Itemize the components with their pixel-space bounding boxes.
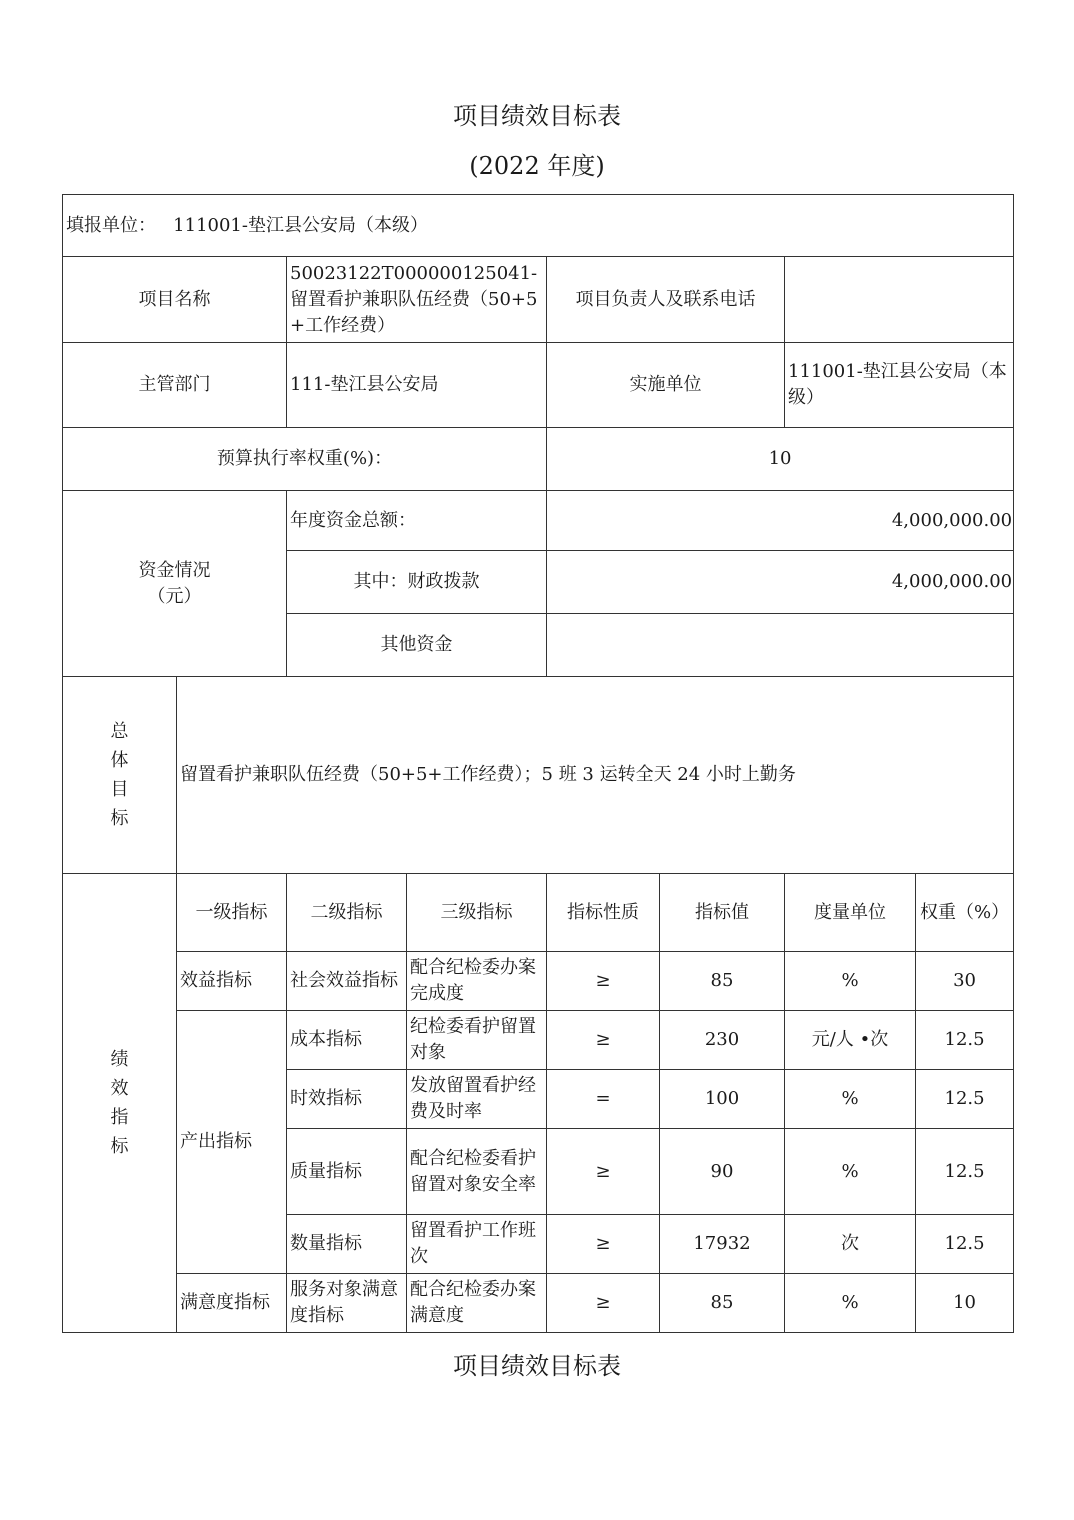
column-header: 三级指标 xyxy=(407,874,547,952)
funds-label: 资金情况 （元） xyxy=(63,491,287,677)
page-title: 项目绩效目标表 xyxy=(453,102,621,130)
unit-cell: % xyxy=(785,1274,916,1333)
goal-row xyxy=(63,677,1014,874)
goal-label: 总 体 目 标 xyxy=(63,677,177,874)
project-name-label: 项目名称 xyxy=(63,257,287,343)
unit-cell: % xyxy=(785,1129,916,1215)
level3-cell: 配合纪检委办案完成度 xyxy=(407,952,547,1011)
column-header: 权重（%） xyxy=(916,874,1014,952)
funds-fiscal-label: 其中：财政拨款 xyxy=(287,551,547,614)
weight-cell: 12.5 xyxy=(916,1215,1014,1274)
value-cell: 90 xyxy=(660,1129,785,1215)
fill-unit-row xyxy=(63,195,1014,257)
nature-cell: ≥ xyxy=(547,1129,660,1215)
dept-value: 111-垫江县公安局 xyxy=(287,343,547,428)
unit-cell: % xyxy=(785,1070,916,1129)
table-row xyxy=(63,952,1014,1011)
level1-cell: 满意度指标 xyxy=(177,1274,287,1333)
level2-cell: 质量指标 xyxy=(287,1129,407,1215)
fill-unit-value: 111001-垫江县公安局（本级） xyxy=(173,214,428,236)
level1-cell: 效益指标 xyxy=(177,952,287,1011)
level3-cell: 纪检委看护留置对象 xyxy=(407,1011,547,1070)
level2-cell: 数量指标 xyxy=(287,1215,407,1274)
funds-other-value xyxy=(547,614,1014,677)
level2-cell: 社会效益指标 xyxy=(287,952,407,1011)
table-row xyxy=(63,1274,1014,1333)
column-header: 指标值 xyxy=(660,874,785,952)
funds-fiscal-value: 4,000,000.00 xyxy=(547,551,1014,614)
fill-unit-cell xyxy=(63,195,1014,257)
column-header: 度量单位 xyxy=(785,874,916,952)
performance-table xyxy=(62,194,1014,1333)
page-subtitle: (2022 年度) xyxy=(469,152,605,180)
budget-rate-value: 10 xyxy=(547,428,1014,491)
value-cell: 230 xyxy=(660,1011,785,1070)
value-cell: 85 xyxy=(660,952,785,1011)
performance-header-row xyxy=(63,874,1014,952)
impl-label: 实施单位 xyxy=(547,343,785,428)
value-cell: 17932 xyxy=(660,1215,785,1274)
weight-cell: 12.5 xyxy=(916,1070,1014,1129)
unit-cell: % xyxy=(785,952,916,1011)
level3-cell: 配合纪检委办案满意度 xyxy=(407,1274,547,1333)
impl-value: 111001-垫江县公安局（本级） xyxy=(785,343,1014,428)
weight-cell: 10 xyxy=(916,1274,1014,1333)
budget-rate-row xyxy=(63,428,1014,491)
project-name-value: 50023122T000000125041- 留置看护兼职队伍经费（50+5+工作经费） xyxy=(287,257,547,343)
table-row xyxy=(63,1011,1014,1070)
level2-cell: 时效指标 xyxy=(287,1070,407,1129)
nature-cell: = xyxy=(547,1070,660,1129)
weight-cell: 30 xyxy=(916,952,1014,1011)
funds-total-row xyxy=(63,491,1014,551)
project-name-row xyxy=(63,257,1014,343)
funds-other-label: 其他资金 xyxy=(287,614,547,677)
funds-total-value: 4,000,000.00 xyxy=(547,491,1014,551)
value-cell: 85 xyxy=(660,1274,785,1333)
weight-cell: 12.5 xyxy=(916,1011,1014,1070)
level1-cell: 产出指标 xyxy=(177,1011,287,1274)
unit-cell: 次 xyxy=(785,1215,916,1274)
footer-title: 项目绩效目标表 xyxy=(453,1352,621,1380)
funds-total-label: 年度资金总额： xyxy=(287,491,547,551)
nature-cell: ≥ xyxy=(547,1011,660,1070)
fill-unit-label: 填报单位： xyxy=(66,214,156,236)
dept-row xyxy=(63,343,1014,428)
budget-rate-label: 预算执行率权重(%)： xyxy=(63,428,547,491)
nature-cell: ≥ xyxy=(547,952,660,1011)
level2-cell: 服务对象满意度指标 xyxy=(287,1274,407,1333)
dept-label: 主管部门 xyxy=(63,343,287,428)
level2-cell: 成本指标 xyxy=(287,1011,407,1070)
column-header: 二级指标 xyxy=(287,874,407,952)
level3-cell: 留置看护工作班次 xyxy=(407,1215,547,1274)
nature-cell: ≥ xyxy=(547,1215,660,1274)
unit-cell: 元/人 •次 xyxy=(785,1011,916,1070)
column-header: 指标性质 xyxy=(547,874,660,952)
level3-cell: 发放留置看护经费及时率 xyxy=(407,1070,547,1129)
value-cell: 100 xyxy=(660,1070,785,1129)
performance-label: 绩 效 指 标 xyxy=(63,874,177,1333)
contact-value xyxy=(785,257,1014,343)
column-header: 一级指标 xyxy=(177,874,287,952)
level3-cell: 配合纪检委看护留置对象安全率 xyxy=(407,1129,547,1215)
goal-text: 留置看护兼职队伍经费（50+5+工作经费）；5 班 3 运转全天 24 小时上勤务 xyxy=(177,677,1014,874)
nature-cell: ≥ xyxy=(547,1274,660,1333)
contact-label: 项目负责人及联系电话 xyxy=(547,257,785,343)
weight-cell: 12.5 xyxy=(916,1129,1014,1215)
